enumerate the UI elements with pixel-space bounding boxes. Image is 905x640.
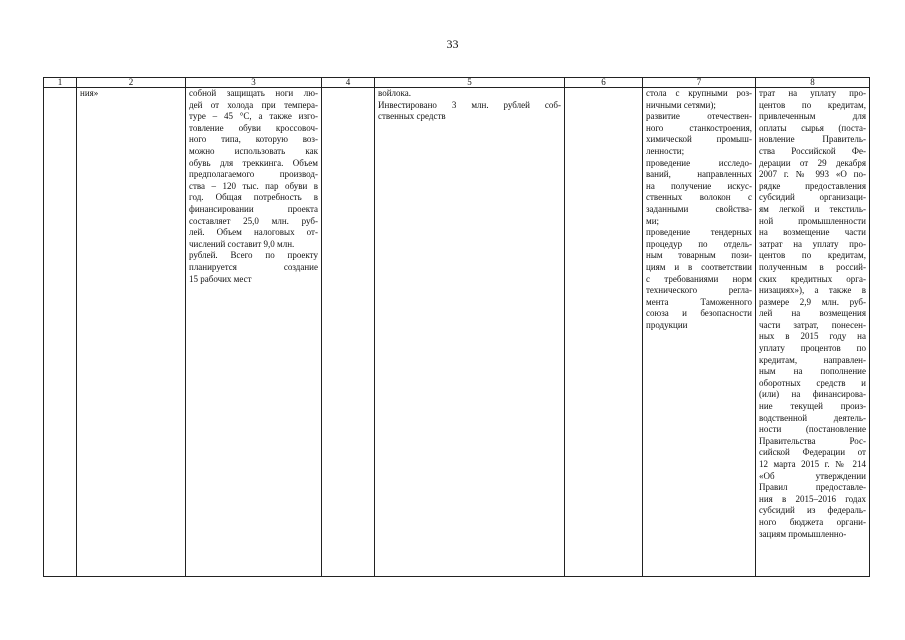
cell-text-line: финансировании проекта xyxy=(189,203,318,214)
cell-text-line: 2007 г. № 993 «О по- xyxy=(759,169,866,180)
cell-text-line: ного бюджета органи- xyxy=(759,516,866,527)
cell-text-line: Правил предоставле- xyxy=(759,482,866,493)
cell-col7 xyxy=(643,88,756,577)
cell-text-line: ния в 2015–2016 годах xyxy=(759,493,866,504)
cell-text-line: ных в 2015 году на xyxy=(759,331,866,342)
cell-text-line: лей. Объем налоговых от- xyxy=(189,227,318,238)
page-number: 33 xyxy=(446,37,459,51)
cell-text-line: продукции xyxy=(646,319,688,330)
cell-text-line: кредитам, направлен- xyxy=(759,354,866,365)
cell-text-line: составляет 25,0 млн. руб- xyxy=(189,215,318,226)
cell-col2 xyxy=(77,88,186,577)
cell-text-line: заданными свойства- xyxy=(646,203,752,214)
cell-col3 xyxy=(186,88,322,577)
cell-text-line: ния» xyxy=(80,88,99,98)
cell-text-line: рядке предоставления xyxy=(759,180,866,191)
cell-col1 xyxy=(44,88,77,577)
cell-text-line: Инвестировано 3 млн. рублей соб- xyxy=(378,99,561,110)
cell-text-line: можно использовать как xyxy=(189,145,318,156)
cell-text-line: ничными сетями); xyxy=(646,99,716,110)
cell-text-line: зациям промышленно- xyxy=(759,528,847,539)
cell-text-line: войлока. xyxy=(378,88,411,98)
cell-text-line: части затрат, понесен- xyxy=(759,319,866,330)
column-header: 7 xyxy=(643,78,756,88)
cell-text-line: технического регла- xyxy=(646,285,752,296)
cell-text-line: развитие отечествен- xyxy=(646,111,752,122)
cell-text-line: ным товарным пози- xyxy=(646,250,752,261)
table-row xyxy=(44,88,870,577)
cell-text-line: «Об утверждении xyxy=(759,470,866,481)
cell-text-line: с требованиями норм xyxy=(646,273,752,284)
cell-text-line: на получение искус- xyxy=(646,180,752,191)
cell-text-line: год. Общая потребность в xyxy=(189,192,318,203)
cell-text-line: 15 рабочих мест xyxy=(189,273,252,284)
cell-text-line: (или) на финансирова- xyxy=(759,389,866,400)
cell-text-line: процедур по отдель- xyxy=(646,238,752,249)
cell-text-line: ной промышленности xyxy=(759,215,866,226)
cell-text-line: ного станкостроения, xyxy=(646,122,752,133)
cell-text-line: 12 марта 2015 г. № 214 xyxy=(759,459,866,469)
cell-text-line: уплату процентов по xyxy=(759,343,866,354)
column-header: 2 xyxy=(77,78,186,88)
cell-text-line: ние текущей произ- xyxy=(759,401,866,412)
cell-text-line: ным на пополнение xyxy=(759,366,866,377)
cell-col8 xyxy=(756,88,870,577)
cell-text-line: трат на уплату про- xyxy=(759,88,866,98)
cell-text-line: ности (постановление xyxy=(759,424,866,435)
cell-text-line: оборотных средств и xyxy=(759,377,866,388)
cell-text-line: товление обуви кроссовоч- xyxy=(189,122,318,133)
cell-text-line: затрат на уплату про- xyxy=(759,238,866,249)
column-header: 6 xyxy=(565,78,643,88)
cell-text-line: ваний, направленных xyxy=(646,169,752,180)
cell-text-line: предполагаемого производ- xyxy=(189,169,318,180)
cell-text-line: мента Таможенного xyxy=(646,296,752,307)
cell-text-line: дей от холода при темпера- xyxy=(189,99,318,110)
cell-text-line: водственной деятель- xyxy=(759,412,866,423)
cell-text-line: ственных средств xyxy=(378,111,446,122)
cell-text-line: стола с крупными роз- xyxy=(646,88,752,98)
cell-text-line: субсидий из федераль- xyxy=(759,505,866,516)
cell-text-line: проведение тендерных xyxy=(646,227,752,238)
cell-text-line: дерации от 29 декабря xyxy=(759,157,866,168)
cell-text-line: ленности; xyxy=(646,145,685,156)
cell-text-line: ских кредитных орга- xyxy=(759,273,866,284)
cell-text-line: планируется создание xyxy=(189,261,318,272)
cell-text-line: центов по кредитам, xyxy=(759,250,866,261)
cell-text-line: на возмещение части xyxy=(759,227,866,238)
cell-text-line: рублей. Всего по проекту xyxy=(189,250,318,261)
column-header: 5 xyxy=(375,78,565,88)
header-row xyxy=(44,78,870,88)
cell-text-line: полученным в россий- xyxy=(759,261,866,272)
cell-text-line: низациях»), а также в xyxy=(759,285,866,296)
cell-text-line: числений составит 9,0 млн. xyxy=(189,238,295,249)
cell-text-line: циям и в соответствии xyxy=(646,261,752,272)
cell-text-line: Правительства Рос- xyxy=(759,435,866,446)
cell-text-line: союза и безопасности xyxy=(646,308,752,319)
cell-text-line: ства – 120 тыс. пар обуви в xyxy=(189,180,318,191)
cell-text-line: центов по кредитам, xyxy=(759,99,866,110)
cell-col5 xyxy=(375,88,565,577)
cell-text-line: лей на возмещения xyxy=(759,308,866,319)
cell-text-line: сийской Федерации от xyxy=(759,447,866,458)
cell-text-line: обувь для треккинга. Объем xyxy=(189,157,318,168)
cell-text-line: новление Правитель- xyxy=(759,134,866,145)
cell-text-line: химической промыш- xyxy=(646,134,752,145)
column-header: 3 xyxy=(186,78,322,88)
cell-text-line: ми; xyxy=(646,215,660,226)
cell-text-line: собной защищать ноги лю- xyxy=(189,88,318,98)
cell-col4 xyxy=(322,88,375,577)
data-table xyxy=(43,77,870,577)
cell-text-line: ства Российской Фе- xyxy=(759,145,866,156)
cell-text-line: субсидий организаци- xyxy=(759,192,866,203)
cell-col6 xyxy=(565,88,643,577)
cell-text-line: туре – 45 °С, а также изго- xyxy=(189,111,318,122)
column-header: 1 xyxy=(44,78,77,88)
column-header: 8 xyxy=(756,78,870,88)
cell-text-line: ного типа, которую воз- xyxy=(189,134,318,145)
cell-text-line: оплаты сырья (поста- xyxy=(759,122,866,133)
column-header: 4 xyxy=(322,78,375,88)
cell-text-line: ям легкой и текстиль- xyxy=(759,203,866,214)
cell-text-line: размере 2,9 млн. руб- xyxy=(759,296,866,307)
cell-text-line: привлеченным для xyxy=(759,111,866,122)
cell-text-line: проведение исследо- xyxy=(646,157,752,168)
cell-text-line: ственных волокон с xyxy=(646,192,752,203)
